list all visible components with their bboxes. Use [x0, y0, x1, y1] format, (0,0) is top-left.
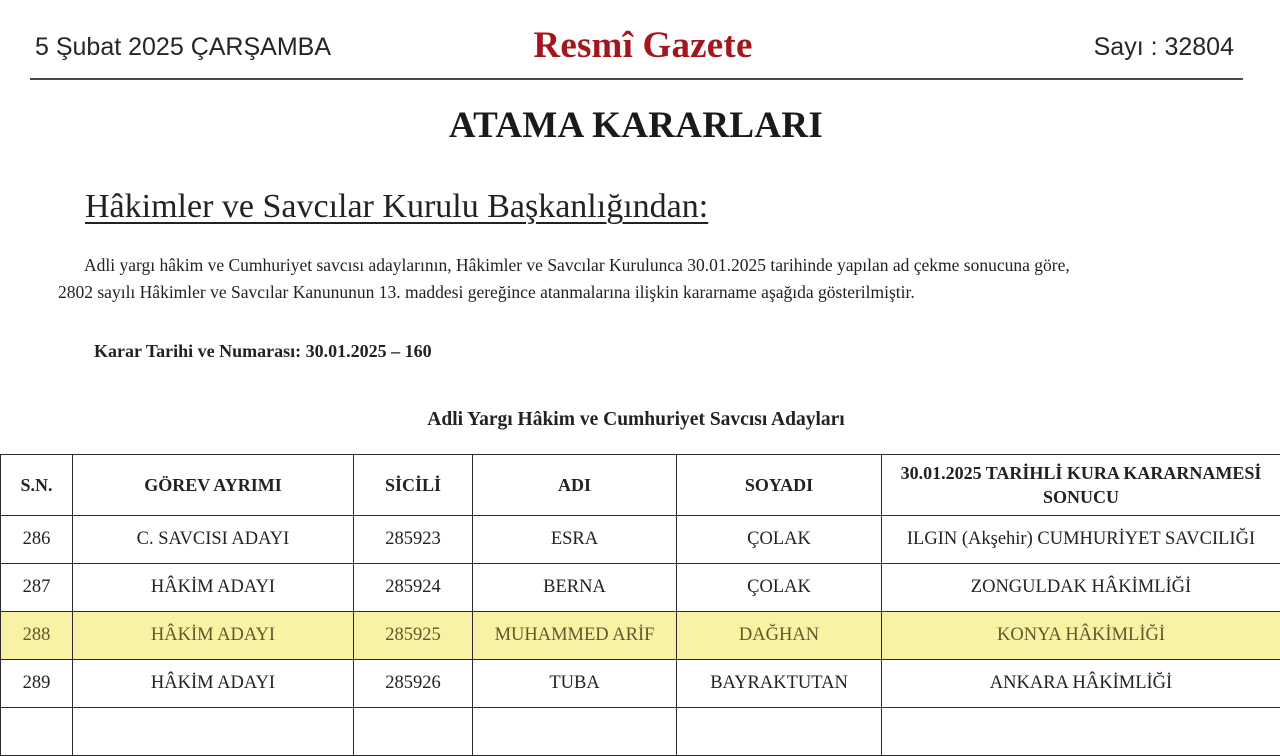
col-header-result: 30.01.2025 TARİHLİ KURA KARARNAMESİ SONUCU	[882, 455, 1280, 516]
intro-paragraph	[58, 252, 1208, 306]
cell-sn: 287	[1, 564, 73, 612]
cell-empty	[73, 708, 354, 756]
col-header-sn: S.N.	[1, 455, 73, 516]
section-title: ATAMA KARARLARI	[0, 104, 1272, 147]
cell-name: MUHAMMED ARİF	[473, 612, 677, 660]
cell-registry: 285924	[354, 564, 473, 612]
cell-name: BERNA	[473, 564, 677, 612]
cell-surname: ÇOLAK	[677, 516, 882, 564]
table-row-highlighted	[1, 612, 1280, 660]
table-row	[1, 660, 1280, 708]
table-caption: Adli Yargı Hâkim ve Cumhuriyet Savcısı Adayları	[0, 409, 1272, 431]
cell-empty	[1, 708, 73, 756]
col-header-registry: SİCİLİ	[354, 455, 473, 516]
cell-empty	[882, 708, 1280, 756]
cell-duty: HÂKİM ADAYI	[73, 612, 354, 660]
table-row	[1, 516, 1280, 564]
gazette-title: Resmî Gazete	[0, 24, 1280, 67]
col-header-surname: SOYADI	[677, 455, 882, 516]
decision-date-number: Karar Tarihi ve Numarası: 30.01.2025 – 160	[94, 341, 432, 362]
cell-surname: ÇOLAK	[677, 564, 882, 612]
cell-name: ESRA	[473, 516, 677, 564]
cell-sn: 288	[1, 612, 73, 660]
cell-empty	[677, 708, 882, 756]
cell-duty: HÂKİM ADAYI	[73, 660, 354, 708]
col-header-name: ADI	[473, 455, 677, 516]
intro-paragraph-line-1: Adli yargı hâkim ve Cumhuriyet savcısı adaylarının, Hâkimler ve Savcılar Kurulunca 30.01.2025 tarihinde yapılan ad çekme sonucuna göre,	[58, 252, 1208, 279]
cell-registry: 285925	[354, 612, 473, 660]
cell-surname: BAYRAKTUTAN	[677, 660, 882, 708]
cell-empty	[354, 708, 473, 756]
cell-result: KONYA HÂKİMLİĞİ	[882, 612, 1280, 660]
issuer-heading: Hâkimler ve Savcılar Kurulu Başkanlığından:	[85, 188, 708, 226]
gazette-issue-number: Sayı : 32804	[1094, 33, 1234, 62]
intro-paragraph-line-2: 2802 sayılı Hâkimler ve Savcılar Kanununun 13. maddesi gereğince atanmalarına ilişkin kararname aşağıda gösterilmiştir.	[58, 279, 1208, 306]
cell-registry: 285923	[354, 516, 473, 564]
cell-result: ZONGULDAK HÂKİMLİĞİ	[882, 564, 1280, 612]
cell-sn: 289	[1, 660, 73, 708]
col-header-duty: GÖREV AYRIMI	[73, 455, 354, 516]
cell-result: ILGIN (Akşehir) CUMHURİYET SAVCILIĞI	[882, 516, 1280, 564]
table-row-partial	[1, 708, 1280, 756]
cell-name: TUBA	[473, 660, 677, 708]
cell-empty	[473, 708, 677, 756]
gazette-date: 5 Şubat 2025 ÇARŞAMBA	[35, 33, 331, 62]
table-header-row	[1, 455, 1280, 516]
table-row	[1, 564, 1280, 612]
candidates-table	[0, 454, 1280, 756]
header-divider	[30, 78, 1243, 80]
cell-registry: 285926	[354, 660, 473, 708]
cell-result: ANKARA HÂKİMLİĞİ	[882, 660, 1280, 708]
cell-duty: HÂKİM ADAYI	[73, 564, 354, 612]
cell-surname: DAĞHAN	[677, 612, 882, 660]
cell-sn: 286	[1, 516, 73, 564]
cell-duty: C. SAVCISI ADAYI	[73, 516, 354, 564]
